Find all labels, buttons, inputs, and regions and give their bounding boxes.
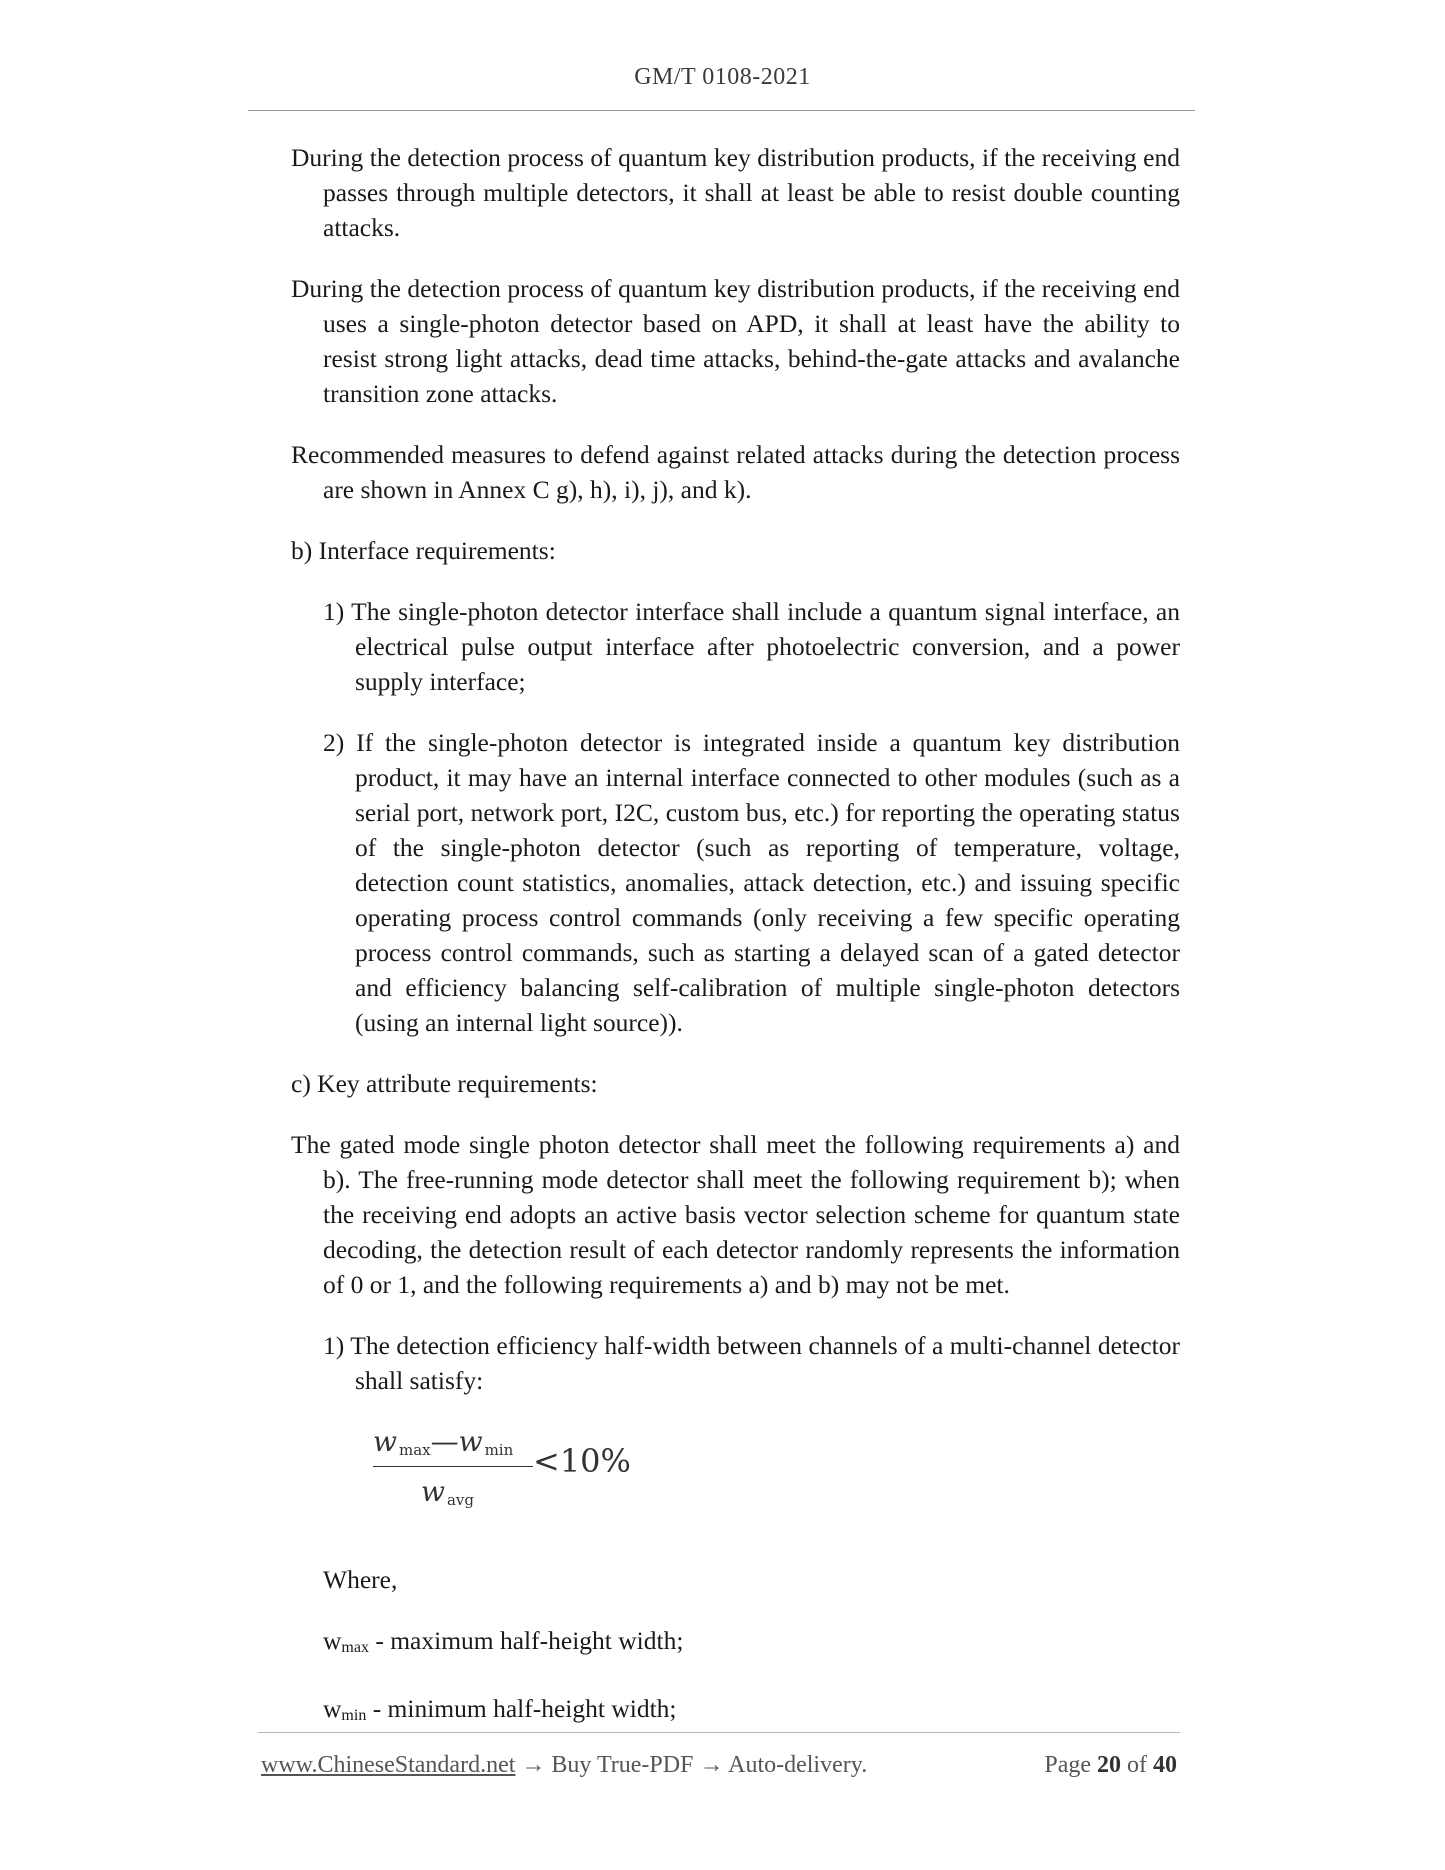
paragraph-apd-attacks: During the detection process of quantum key distribution products, if the receiving end uses a single-photon detector based on APD, it shall at least have the ability to resist strong light attacks, dead time attacks, behind-the-gate attacks and avalanche transition zone attacks. <box>291 274 1180 408</box>
formula-w-max-var: w <box>373 1425 397 1458</box>
section-heading-key-attributes: c) Key attribute requirements: <box>291 1069 598 1098</box>
where-label: Where, <box>323 1565 398 1594</box>
footer-divider <box>258 1732 1180 1733</box>
definition-wmin-var: w <box>323 1694 342 1723</box>
list-item-interface-2: 2) If the single-photon detector is integrated inside a quantum key distribution product, it may have an internal interface connected to other modules (such as a serial port, network port, I2C, custom bus, etc.) for reporting the operating status of the single-photon detector (such as reporting of temperature, voltage, detection count statistics, anomalies, attack detection, etc.) and issuing specific operating process control commands (only receiving a few specific operating process control commands, such as starting a delayed scan of a gated detector and efficiency balancing self-calibration of multiple single-photon detectors (using an internal light source)). <box>323 728 1180 1037</box>
document-body <box>291 140 1180 1759</box>
definition-wmax-sub: max <box>341 1639 369 1656</box>
footer-tagline: → Buy True-PDF → Auto-delivery. <box>515 1752 868 1778</box>
paragraph-recommended-measures: Recommended measures to defend against related attacks during the detection process are shown in Annex C g), h), i), j), and k). <box>291 440 1180 504</box>
definition-wmax-var: w <box>323 1626 342 1655</box>
page-counter <box>1044 1752 1177 1779</box>
formula-minus: — <box>430 1425 459 1458</box>
definition-wmin-text: - minimum half-height width; <box>366 1694 677 1723</box>
formula-denominator <box>421 1474 474 1518</box>
paragraph-double-counting: During the detection process of quantum key distribution products, if the receiving end passes through multiple detectors, it shall at least be able to resist double counting attacks. <box>291 143 1180 242</box>
footer-promo <box>261 1752 867 1779</box>
page-word: Page <box>1044 1752 1091 1778</box>
definition-wmin-sub: min <box>341 1707 367 1724</box>
paragraph-gated-mode: The gated mode single photon detector shall meet the following requirements a) and b). The free-running mode detector shall meet the following requirement b); when the receiving end adopts an active basis vector selection scheme for quantum state decoding, the detection result of each detector randomly represents the information of 0 or 1, and the following requirements a) and b) may not be met. <box>291 1130 1180 1299</box>
section-heading-interface: b) Interface requirements: <box>291 536 556 565</box>
formula-w-min-var: w <box>458 1425 483 1458</box>
list-item-interface-1: 1) The single-photon detector interface shall include a quantum signal interface, an electrical pulse output interface after photoelectric conversion, and a power supply interface; <box>323 597 1180 696</box>
formula-relation: <10% <box>533 1442 631 1480</box>
page-total: 40 <box>1153 1752 1177 1778</box>
formula-w-avg-var: w <box>421 1475 445 1508</box>
definition-wmax-text: - maximum half-height width; <box>368 1626 684 1655</box>
list-item-efficiency-half-width: 1) The detection efficiency half-width between channels of a multi-channel detector shall satisfy: <box>323 1331 1180 1395</box>
formula-sub-max: max <box>398 1441 431 1459</box>
formula-fraction-line <box>373 1466 533 1467</box>
definition-wmax <box>323 1623 1180 1665</box>
definition-wmin <box>323 1691 1180 1733</box>
site-link[interactable]: www.ChineseStandard.net <box>261 1752 516 1778</box>
document-code-header: GM/T 0108-2021 <box>634 64 811 90</box>
formula-sub-avg: avg <box>446 1491 474 1509</box>
formula-numerator <box>373 1424 513 1468</box>
page-number: 20 <box>1097 1752 1121 1778</box>
efficiency-formula <box>373 1424 1180 1534</box>
header-divider <box>248 110 1195 111</box>
of-word: of <box>1127 1752 1147 1778</box>
formula-sub-min: min <box>484 1441 514 1459</box>
